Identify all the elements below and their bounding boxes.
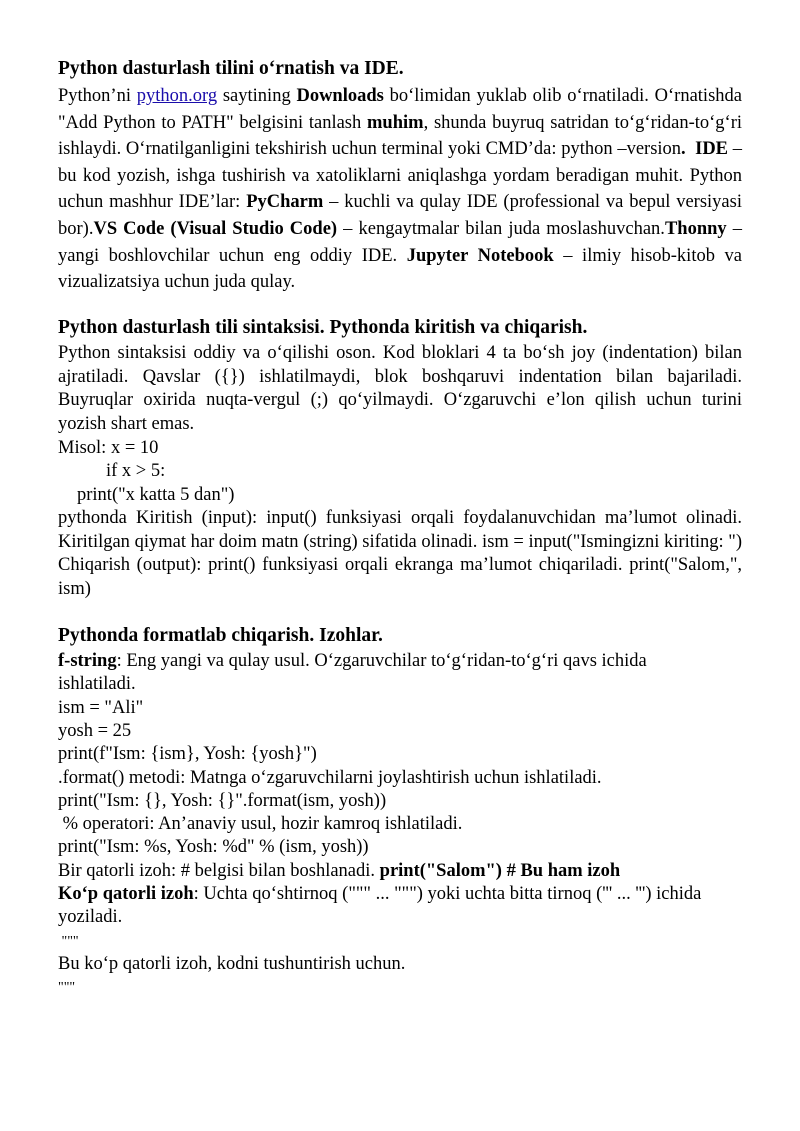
code-line: yosh = 25 [58, 720, 132, 741]
section1-heading: Python dasturlash tilini o‘rnatish va IDE. [58, 58, 404, 79]
bold-muhim: muhim [367, 112, 424, 133]
text-run: – kuchli va qulay IDE (professional va bepul versiyasi bor). [58, 192, 742, 239]
text-run: bo‘limidan yuklab olib o‘rnatiladi. O‘rnatishda "Add Python to PATH" belgisini tanlash [58, 86, 742, 133]
code-line: print(f"Ism: {ism}, Yosh: {yosh}") [58, 744, 317, 765]
section1-paragraph [58, 83, 742, 296]
bold-pycharm: PyCharm [246, 192, 324, 213]
bold-vscode: VS Code (Visual Studio Code) [93, 218, 338, 239]
section2-heading: Python dasturlash tili sintaksisi. Pythonda kiritish va chiqarish. [58, 316, 588, 338]
bold-downloads: Downloads [296, 86, 384, 106]
text-run: Python’ni [58, 86, 137, 106]
comment-line [58, 860, 742, 883]
bold-thonny: Thonny [664, 218, 727, 239]
text-run [686, 139, 695, 159]
section2-paragraph: Python sintaksisi oddiy va o‘qilishi oson. Kod bloklari 4 ta bo‘sh joy (indentation) bilan ajratiladi. Qavslar ({}) ishlatilmaydi, blok boshqaruvi indentation bilan bajariladi. Buyruqlar oxirida nuqta-vergul (;) qo‘yilmaydi. O‘zgaruvchi e’lon qilish uchun turini yozish shart emas. [58, 342, 742, 435]
python-org-link[interactable]: python.org [136, 86, 218, 106]
text-run: – ilmiy hisob-kitob va vizualizatsiya uchun juda qulay. [58, 245, 742, 293]
bold-fstring: f-string [58, 651, 117, 672]
bold-ide: IDE [695, 139, 729, 160]
text-line: .format() metodi: Matnga o‘zgaruvchilarni joylashtirish uchun ishlatiladi. [58, 767, 602, 788]
code-line: ism = "Ali" [58, 697, 144, 718]
text-run: : Eng yangi va qulay usul. O‘zgaruvchilar to‘g‘ridan-to‘g‘ri qavs ichida ishlatiladi. [58, 651, 647, 695]
section3-heading: Pythonda formatlab chiqarish. Izohlar. [58, 625, 383, 647]
code-line: Misol: x = 10 [58, 437, 159, 458]
section2-paragraph-io: pythonda Kiritish (input): input() funksiyasi orqali foydalanuvchidan ma’lumot olinadi. Kiritilgan qiymat har doim matn (string) sifatida olinadi. ism = input("Ismingizni kiriting: ") Chiqarish (output): print() funksiyasi orqali ekranga ma’lumot chiqariladi. print("Salom,", ism) [58, 507, 742, 600]
bold-period: . [681, 139, 686, 160]
spacer [58, 296, 742, 314]
code-line: """ [58, 933, 79, 949]
bold-code: print("Salom") # Bu ham izoh [379, 860, 621, 881]
text-run: : Uchta qo‘shtirnoq (""" ... """) yoki uchta bitta tirnoq (''' ... ''') ichida yoziladi. [58, 883, 702, 928]
text-run: – yangi boshlovchilar uchun eng oddiy IDE. [58, 218, 742, 266]
spacer [58, 602, 742, 622]
code-line: if x > 5: [106, 461, 166, 482]
code-line: print("Ism: {}, Yosh: {}".format(ism, yosh)) [58, 790, 387, 811]
fstring-paragraph [58, 650, 708, 697]
text-run: Bir qatorli izoh: # belgisi bilan boshlanadi. [58, 860, 380, 881]
text-run: saytining [217, 86, 297, 106]
code-line: print("x katta 5 dan") [77, 484, 235, 505]
document-page [58, 55, 742, 999]
bold-jupyter: Jupyter Notebook [406, 245, 554, 266]
bold-multiline: Ko‘p qatorli izoh [58, 883, 194, 904]
code-line: print("Ism: %s, Yosh: %d" % (ism, yosh)) [58, 837, 369, 858]
text-run: , shunda buyruq satridan to‘g‘ridan-to‘g‘ri ishlaydi. O‘rnatilganligini tekshirish uchun terminal yoki CMD’da: python –version [58, 112, 742, 160]
code-line: """ [58, 980, 76, 996]
multiline-comment-paragraph [58, 883, 708, 930]
text-run: – kengaytmalar bilan juda moslashuvchan. [337, 218, 665, 239]
text-line: Bu ko‘p qatorli izoh, kodni tushuntirish uchun. [58, 953, 406, 974]
text-run: – bu kod yozish, ishga tushirish va xatoliklarni aniqlashga yordam beradigan muhit. Python uchun mashhur IDE’lar: [58, 139, 743, 213]
text-line: % operatori: An’anaviy usul, hozir kamroq ishlatiladi. [58, 814, 463, 835]
